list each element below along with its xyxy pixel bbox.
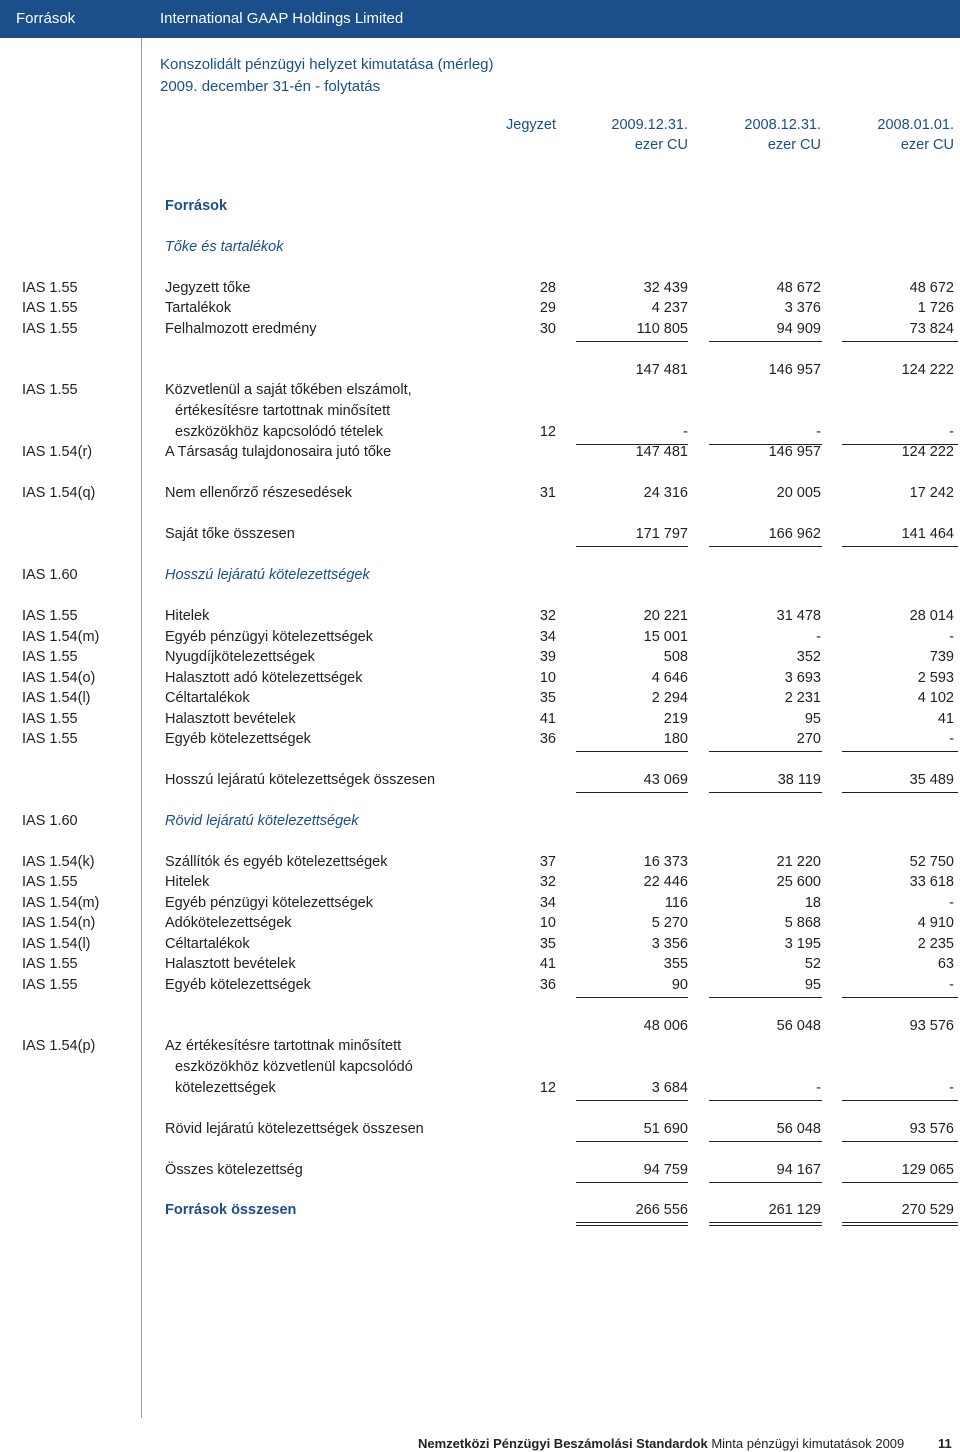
row-v1: 16 373: [643, 854, 688, 870]
row-v1: 20 221: [643, 608, 688, 624]
row-v1: 110 805: [636, 321, 688, 337]
row-note: 29: [539, 300, 556, 316]
row-label: értékesítésre tartottnak minősített: [175, 403, 391, 419]
row-label: Egyéb pénzügyi kötelezettségek: [165, 895, 373, 911]
row-label: Felhalmozott eredmény: [165, 321, 317, 337]
underline: [576, 1222, 688, 1223]
row-v3: 141 464: [901, 526, 954, 542]
row-v1: 219: [663, 711, 688, 727]
row-v1: 508: [663, 649, 688, 665]
col-unit-1: ezer CU: [634, 137, 688, 153]
row-ias: IAS 1.55: [22, 608, 78, 624]
row-v3: 93 576: [909, 1121, 954, 1137]
row-note: 35: [539, 690, 556, 706]
row-label: A Társaság tulajdonosaira jutó tőke: [165, 444, 392, 460]
row-ias: IAS 1.55: [22, 382, 78, 398]
row-v3: 63: [937, 956, 954, 972]
row-v1: 3 684: [651, 1080, 688, 1096]
row-v1: 32 439: [643, 280, 688, 296]
row-v1: 147 481: [635, 444, 688, 460]
row-v2: -: [816, 424, 821, 440]
row-v3: 73 824: [909, 321, 954, 337]
row-label: Halasztott bevételek: [165, 711, 296, 727]
row-v3: 33 618: [909, 874, 954, 890]
row-v1: 171 797: [635, 526, 688, 542]
row-label: Hitelek: [165, 874, 210, 890]
row-ias: IAS 1.55: [22, 977, 78, 993]
row-ias: IAS 1.55: [22, 874, 78, 890]
row-label: Adókötelezettségek: [165, 915, 292, 931]
row-ias: IAS 1.54(p): [22, 1038, 96, 1054]
underline: [842, 1222, 958, 1223]
row-note: 32: [539, 608, 556, 624]
row-v2: 20 005: [776, 485, 821, 501]
row-v2: 25 600: [776, 874, 821, 890]
row-label: Céltartalékok: [165, 936, 250, 952]
row-v2: 38 119: [777, 772, 821, 788]
row-label: Összes kötelezettség: [165, 1162, 303, 1178]
page-subtitle: 2009. december 31-én - folytatás: [160, 78, 381, 95]
row-v1: 4 646: [651, 670, 688, 686]
row-v1: 116: [664, 895, 688, 911]
row-label: eszközökhöz közvetlenül kapcsolódó: [175, 1059, 413, 1075]
row-note: 39: [539, 649, 556, 665]
row-note: 12: [539, 1080, 556, 1096]
section-toke: Tőke és tartalékok: [165, 239, 284, 255]
underline: [842, 997, 958, 998]
underline: [576, 546, 688, 547]
row-v2: 352: [796, 649, 821, 665]
underline: [576, 341, 688, 342]
row-v3: -: [949, 424, 954, 440]
row-v3: 28 014: [909, 608, 954, 624]
row-v3: 739: [929, 649, 954, 665]
row-v3: 2 593: [917, 670, 954, 686]
row-v1: 24 316: [643, 485, 688, 501]
underline: [842, 1225, 958, 1226]
row-note: 10: [539, 915, 556, 931]
row-ias: IAS 1.54(k): [22, 854, 95, 870]
page-footer: [418, 1436, 904, 1451]
underline: [576, 1100, 688, 1101]
row-note: 32: [539, 874, 556, 890]
row-note: 36: [539, 731, 556, 747]
row-v3: -: [949, 1080, 954, 1096]
row-v2: 21 220: [776, 854, 821, 870]
row-v1: 90: [671, 977, 688, 993]
row-label: Közvetlenül a saját tőkében elszámolt,: [165, 382, 412, 398]
row-ias: IAS 1.55: [22, 731, 78, 747]
row-v2: 5 868: [784, 915, 821, 931]
row-ias: IAS 1.55: [22, 280, 78, 296]
row-v3: 93 576: [909, 1018, 954, 1034]
underline: [709, 751, 822, 752]
row-v2: 31 478: [776, 608, 821, 624]
col-header-note: Jegyzet: [506, 117, 556, 133]
row-ias: IAS 1.54(l): [22, 936, 91, 952]
row-v2: 52: [804, 956, 821, 972]
row-v2: 95: [804, 977, 821, 993]
row-v1: 15 001: [643, 629, 688, 645]
row-v2: -: [816, 1080, 821, 1096]
header-section: Források: [16, 10, 76, 27]
row-v3: 35 489: [909, 772, 954, 788]
underline: [576, 997, 688, 998]
row-note: 31: [539, 485, 556, 501]
row-v3: 4 102: [917, 690, 954, 706]
row-v3: 52 750: [909, 854, 954, 870]
row-label: Nem ellenőrző részesedések: [165, 485, 352, 501]
underline: [709, 997, 822, 998]
underline: [842, 751, 958, 752]
row-v1: 4 237: [651, 300, 688, 316]
underline: [842, 1182, 958, 1183]
row-label: eszközökhöz kapcsolódó tételek: [175, 424, 383, 440]
row-label: Az értékesítésre tartottnak minősített: [165, 1038, 402, 1054]
row-v3: 270 529: [901, 1202, 954, 1218]
row-ias: IAS 1.55: [22, 649, 78, 665]
row-ias: IAS 1.60: [22, 813, 78, 829]
row-label: Nyugdíjkötelezettségek: [165, 649, 315, 665]
row-ias: IAS 1.55: [22, 956, 78, 972]
row-ias: IAS 1.60: [22, 567, 78, 583]
row-v1: 355: [663, 956, 688, 972]
row-v1: 147 481: [635, 362, 688, 378]
row-label: Hosszú lejáratú kötelezettségek összesen: [165, 772, 436, 788]
row-v2: 270: [796, 731, 821, 747]
row-v2: 146 957: [768, 444, 821, 460]
col-unit-3: ezer CU: [900, 137, 954, 153]
page-number: 11: [938, 1436, 952, 1451]
underline: [842, 341, 958, 342]
row-ias: IAS 1.54(m): [22, 629, 100, 645]
row-label: Céltartalékok: [165, 690, 250, 706]
row-label: Hosszú lejáratú kötelezettségek: [165, 567, 370, 583]
row-v2: 2 231: [784, 690, 821, 706]
row-v1: 180: [663, 731, 688, 747]
row-v1: 48 006: [643, 1018, 688, 1034]
row-v2: 56 048: [776, 1121, 821, 1137]
row-ias: IAS 1.54(r): [22, 444, 93, 460]
row-note: 35: [539, 936, 556, 952]
row-v2: 48 672: [776, 280, 821, 296]
row-note: 34: [539, 629, 556, 645]
row-v3: 2 235: [917, 936, 954, 952]
underline: [576, 792, 688, 793]
row-label: Halasztott adó kötelezettségek: [165, 670, 363, 686]
row-label: Halasztott bevételek: [165, 956, 296, 972]
row-label: Tartalékok: [165, 300, 232, 316]
row-ias: IAS 1.54(l): [22, 690, 91, 706]
row-ias: IAS 1.55: [22, 300, 78, 316]
row-v2: 3 376: [784, 300, 821, 316]
section-forrasok: Források: [165, 198, 228, 214]
row-ias: IAS 1.54(q): [22, 485, 96, 501]
footer-title: Nemzetközi Pénzügyi Beszámolási Standardok: [418, 1436, 708, 1451]
row-note: 36: [539, 977, 556, 993]
row-v1: 5 270: [651, 915, 688, 931]
underline: [709, 1100, 822, 1101]
row-v3: 41: [937, 711, 954, 727]
underline: [842, 546, 958, 547]
row-note: 34: [539, 895, 556, 911]
row-v3: 1 726: [917, 300, 954, 316]
underline: [576, 1225, 688, 1226]
row-v2: 3 195: [784, 936, 821, 952]
row-v2: 95: [804, 711, 821, 727]
row-v2: 94 909: [776, 321, 821, 337]
row-ias: IAS 1.54(o): [22, 670, 96, 686]
row-v3: 124 222: [901, 444, 954, 460]
row-v1: 3 356: [651, 936, 688, 952]
row-note: 30: [539, 321, 556, 337]
row-v1: 51 690: [643, 1121, 688, 1137]
row-note: 28: [539, 280, 556, 296]
row-v1: 43 069: [643, 772, 688, 788]
row-v3: -: [949, 977, 954, 993]
underline: [709, 341, 822, 342]
underline: [709, 1222, 822, 1223]
underline: [842, 1141, 958, 1142]
underline: [709, 1225, 822, 1226]
row-v2: -: [816, 629, 821, 645]
row-label: Források összesen: [165, 1202, 297, 1218]
row-v1: 266 556: [635, 1202, 688, 1218]
underline: [709, 546, 822, 547]
row-label: Egyéb kötelezettségek: [165, 731, 311, 747]
row-v1: 2 294: [651, 690, 688, 706]
col-header-2008: 2008.12.31.: [744, 117, 821, 133]
underline: [842, 1100, 958, 1101]
row-v2: 146 957: [768, 362, 821, 378]
underline: [576, 751, 688, 752]
row-v3: 17 242: [909, 485, 954, 501]
row-label: Szállítók és egyéb kötelezettségek: [165, 854, 388, 870]
row-note: 12: [539, 424, 556, 440]
row-label: Saját tőke összesen: [165, 526, 295, 542]
page-title: Konszolidált pénzügyi helyzet kimutatása (mérleg): [160, 56, 494, 73]
row-v2: 94 167: [776, 1162, 821, 1178]
row-v3: -: [949, 731, 954, 747]
row-v1: 94 759: [643, 1162, 688, 1178]
row-label: Rövid lejáratú kötelezettségek: [165, 813, 359, 829]
row-v3: 124 222: [901, 362, 954, 378]
row-note: 41: [539, 711, 556, 727]
underline: [842, 792, 958, 793]
row-ias: IAS 1.54(m): [22, 895, 100, 911]
underline: [709, 1141, 822, 1142]
header-company: International GAAP Holdings Limited: [160, 10, 404, 27]
vertical-divider: [141, 38, 142, 1418]
col-header-2009: 2009.12.31.: [611, 117, 688, 133]
page-header: [0, 0, 960, 38]
row-ias: IAS 1.55: [22, 711, 78, 727]
row-note: 37: [539, 854, 556, 870]
row-v1: -: [683, 424, 688, 440]
row-label: kötelezettségek: [175, 1080, 276, 1096]
underline: [709, 1182, 822, 1183]
row-ias: IAS 1.54(n): [22, 915, 96, 931]
row-ias: IAS 1.55: [22, 321, 78, 337]
row-v3: -: [949, 629, 954, 645]
col-header-2008-01: 2008.01.01.: [877, 117, 954, 133]
row-v3: -: [949, 895, 954, 911]
row-v3: 129 065: [901, 1162, 954, 1178]
row-v2: 18: [804, 895, 821, 911]
row-label: Egyéb pénzügyi kötelezettségek: [165, 629, 373, 645]
row-v1: 22 446: [643, 874, 688, 890]
row-label: Jegyzett tőke: [165, 280, 251, 296]
row-note: 10: [539, 670, 556, 686]
underline: [576, 1182, 688, 1183]
underline: [576, 1141, 688, 1142]
row-v2: 3 693: [784, 670, 821, 686]
row-label: Rövid lejáratú kötelezettségek összesen: [165, 1121, 424, 1137]
row-v2: 261 129: [768, 1202, 821, 1218]
row-v3: 4 910: [917, 915, 954, 931]
footer-subtitle: Minta pénzügyi kimutatások 2009: [711, 1436, 905, 1451]
row-label: Hitelek: [165, 608, 210, 624]
row-v2: 56 048: [776, 1018, 821, 1034]
row-v3: 48 672: [909, 280, 954, 296]
row-note: 41: [539, 956, 556, 972]
col-unit-2: ezer CU: [767, 137, 821, 153]
row-v2: 166 962: [768, 526, 821, 542]
row-label: Egyéb kötelezettségek: [165, 977, 311, 993]
underline: [709, 792, 822, 793]
